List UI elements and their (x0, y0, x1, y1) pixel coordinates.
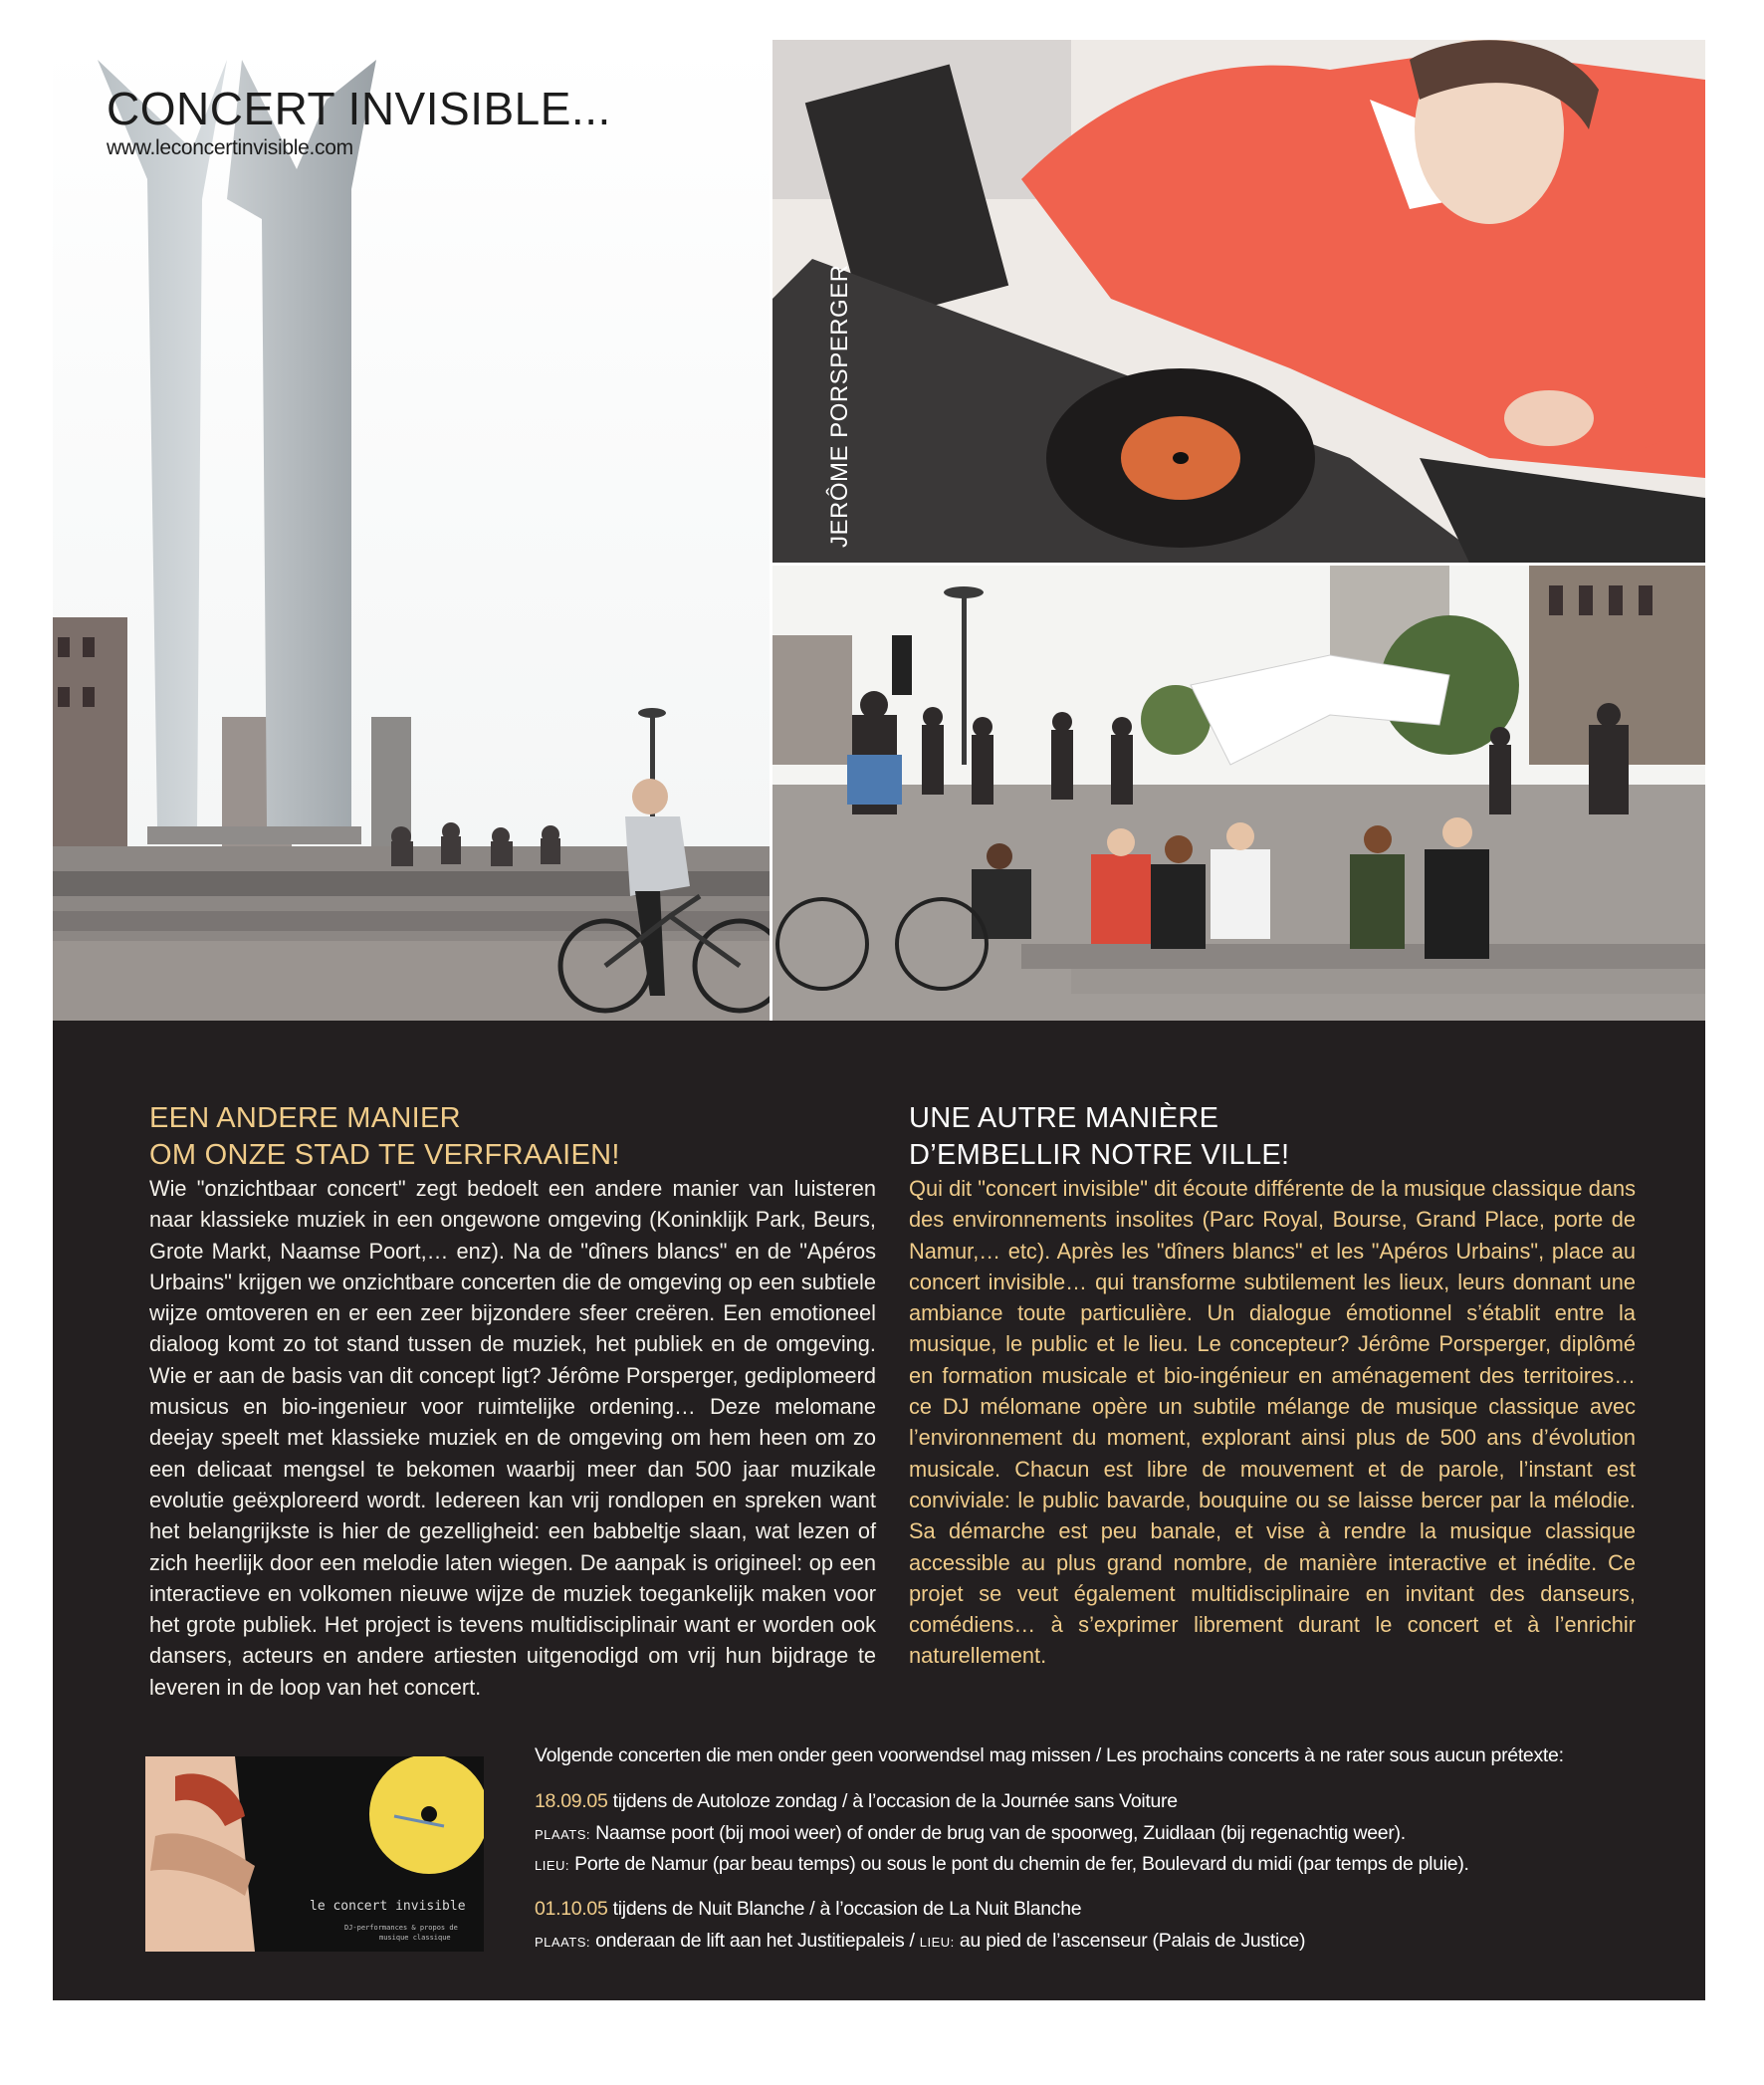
event-1-lieu: Porte de Namur (par beau temps) ou sous le pont du chemin de fer, Boulevard du midi (par temps de pluie). (569, 1853, 1469, 1875)
event-1-plaats-line (535, 1822, 1406, 1845)
event-1-name: tijdens de Autoloze zondag / à l’occasion de la Journée sans Voiture (607, 1790, 1178, 1812)
event-1-lieu-label: LIEU: (535, 1858, 570, 1873)
french-heading (909, 1100, 1636, 1174)
event-2-name: tijdens de Nuit Blanche / à l’occasion de La Nuit Blanche (607, 1898, 1082, 1920)
event-2-plaats: onderaan de lift aan het Justitiepaleis / (590, 1930, 920, 1952)
schedule-intro: Volgende concerten die men onder geen voorwendsel mag missen / Les prochains concerts à ne rater sous aucun prétexte: (535, 1744, 1564, 1766)
dutch-heading-line1: EEN ANDERE MANIER (149, 1102, 461, 1134)
event-1-plaats-label: PLAATS: (535, 1827, 591, 1842)
dj-turntable-photo (772, 40, 1705, 563)
event-2-plaats-label: PLAATS: (535, 1935, 591, 1950)
dutch-heading-line2: OM ONZE STAD TE VERFRAAIEN! (149, 1139, 620, 1171)
event-1-title-line (535, 1790, 1178, 1813)
event-2-lieu-label: LIEU: (919, 1935, 955, 1950)
event-1-plaats: Naamse poort (bij mooi weer) of onder de brug van de spoorweg, Zuidlaan (bij regenachtig weer). (590, 1822, 1406, 1844)
album-subtitle-line1: DJ-performances & propos de (344, 1924, 458, 1932)
dutch-body: Wie "onzichtbaar concert" zegt bedoelt een andere manier van luisteren naar klassieke muziek in een ongewone omgeving (Koninklijk Park, Beurs, Grote Markt, Naamse Poort,… enz). Na de "dîners blancs" en de "Apéros Urbains" krijgen we onzichtbare concerten die de omgeving op een subtiele wijze omtoveren en er een zeer bijzondere sfeer creëren. Een emotioneel dialoog komt zo tot stand tussen de muziek, het publiek en de omgeving. Wie er aan de basis van dit concept ligt? Jérôme Porsperger, gediplomeerd musicus en bio-ingenieur voor ruimtelijke ordening… Deze melomane deejay speelt met klassieke muziek en de omgeving om hem heen om zo een delicaat mengsel te bekomen waarbij meer dan 500 jaar muzikale evolutie geëxploreerd wordt. Iedereen kan vrij rondlopen en spreken want het belangrijkste is hier de gezelligheid: een babbeltje slaan, wat lezen of zich heerlijk door een melodie laten wiegen. De aanpak is origineel: op een interactieve en volkomen nieuwe wijze de muziek toegankelijk maken voor het grote publiek. Het project is tevens multidisciplinair want er worden ook dansers, acteurs en andere artiesten uitgenodigd om vrij hun bijdrage te leveren in de loop van het concert. (149, 1176, 876, 1700)
photo-credit-text: JERÔME PORSPERGER (826, 264, 853, 548)
event-2-date: 01.10.05 (535, 1898, 608, 1920)
website-url: www.leconcertinvisible.com (107, 136, 353, 159)
photo-credit (788, 264, 853, 548)
event-1-date: 18.09.05 (535, 1790, 608, 1812)
french-heading-line1: UNE AUTRE MANIÈRE (909, 1102, 1219, 1134)
french-body: Qui dit "concert invisible" dit écoute différente de la musique classique dans des environnements insolites (Parc Royal, Bourse, Grand Place, porte de Namur,… etc). Après les "dîners blancs" et les "Apéros Urbains", place au concert invisible… qui transforme subtilement les lieux, leurs donnant une ambiance toute particulière. Un dialogue émotionnel s’établit entre la musique, le public et le lieu. Le concepteur? Jérôme Porsperger, diplômé en formation musicale et bio-ingénieur en aménagement des territoires… ce DJ mélomane opère un subtile mélange de musique classique avec l’environnement du moment, explorant ainsi plus de 500 ans d’évolution musicale. Chacun est libre de mouvement et de parole, l’instant est conviviale: le public bavarde, bouquine ou se laisse bercer par la mélodie. Sa démarche est peu banale, et vise à rendre la musique classique accessible au plus grand nombre, de manière interactive et inédite. Ce projet se veut également multidisciplinaire en invitant des danseurs, comédiens… à s’exprimer librement durant le concert et à l’enrichir naturellement. (909, 1176, 1636, 1669)
event-2-location-line (535, 1930, 1305, 1953)
album-cover (145, 1756, 484, 1952)
album-title: le concert invisible (310, 1899, 466, 1914)
sculpture-cyclist-photo (53, 40, 770, 1021)
dutch-heading (149, 1100, 876, 1174)
event-2-lieu: au pied de l’ascenseur (Palais de Justice) (954, 1930, 1306, 1952)
french-heading-line2: D’EMBELLIR NOTRE VILLE! (909, 1139, 1290, 1171)
event-1-lieu-line (535, 1853, 1469, 1876)
album-subtitle-line2: musique classique (379, 1934, 451, 1942)
event-2-title-line (535, 1898, 1081, 1921)
page-title: CONCERT INVISIBLE... (107, 83, 611, 134)
crowd-steps-photo (772, 566, 1705, 1021)
